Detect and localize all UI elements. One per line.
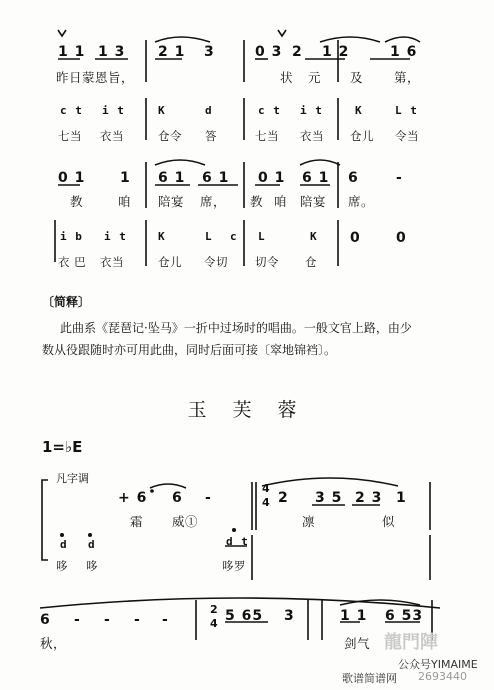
song-title: 玉 芙 蓉 [187, 399, 307, 421]
perc-lyric: 七当 [58, 129, 82, 143]
perc-note: c t [258, 104, 281, 117]
perc-note: i t [104, 230, 127, 243]
note: 1 2 [322, 44, 350, 60]
perc-note: L [205, 230, 213, 243]
perc-note: d [205, 104, 213, 117]
note: 6 1 [158, 170, 186, 186]
key-signature: 1=♭E [42, 438, 83, 456]
explanation-heading: 〔简释〕 [42, 295, 91, 309]
note: 1 3 [98, 44, 126, 60]
lyric: 教 [70, 194, 84, 209]
time-sig-bottom: 4 [210, 617, 219, 630]
note: 6 [348, 170, 359, 186]
note: 0 1 [258, 170, 286, 186]
note: 1 6 [390, 44, 418, 60]
lyric: 剑气 [344, 636, 371, 651]
note: 2 [278, 490, 289, 506]
perc-note: d t [226, 535, 249, 548]
note: + 6 [118, 490, 148, 506]
lyric: 元 [308, 70, 322, 85]
lyric: 秋， [40, 636, 67, 651]
note: 0 3 [255, 44, 283, 60]
perc-lyric: 哆 [86, 559, 98, 573]
lyric: 陪宴 [158, 194, 185, 209]
perc-note: c [230, 230, 238, 243]
perc-note: d [60, 538, 68, 551]
note: 6 53 [385, 608, 424, 624]
perc-lyric: 令当 [395, 129, 419, 143]
perc-lyric: 衣当 [300, 129, 324, 143]
perc-note: d [88, 538, 96, 551]
note: 6 [172, 490, 183, 506]
note: 1 [120, 170, 131, 186]
lyric: 及 [350, 70, 364, 85]
watermark-logo: 龍門陣 [384, 632, 438, 653]
perc-lyric: 仓令 [158, 129, 182, 143]
time-sig-top: 2 [210, 603, 219, 616]
note: 3 5 [315, 490, 343, 506]
note: 6 1 [202, 170, 230, 186]
perc-lyric: 衣 巴 [58, 255, 87, 269]
perc-note: L t [395, 104, 418, 117]
lyric: 昨日蒙恩旨， [56, 70, 135, 85]
note: 1 [396, 490, 407, 506]
perc-note: K [158, 104, 166, 117]
mode-label: 凡字调 [56, 472, 89, 485]
perc-note: i t [102, 104, 125, 117]
note: - [74, 612, 81, 628]
perc-lyric: 衣当 [100, 129, 124, 143]
lyric: 第， [394, 70, 421, 85]
perc-note: K [158, 230, 166, 243]
note: - [396, 170, 403, 186]
perc-lyric: 仓 [305, 255, 317, 269]
watermark-site: 歌谱简谱网 [342, 672, 397, 685]
perc-lyric: 仓儿 [158, 255, 182, 269]
perc-lyric: 仓儿 [350, 129, 374, 143]
perc-lyric: 切令 [255, 255, 279, 269]
note: 1 1 [58, 44, 86, 60]
perc-note: K [355, 104, 363, 117]
note: 3 [204, 44, 215, 60]
perc-note: L [258, 230, 266, 243]
lyric: 教 [250, 194, 264, 209]
note: 2 3 [355, 490, 383, 506]
perc-lyric: 哆罗 [222, 559, 246, 573]
note: 1 1 [340, 608, 368, 624]
lyric: 凛 [302, 514, 316, 529]
note: 3 [284, 608, 295, 624]
perc-note: c t [60, 104, 83, 117]
note: - [205, 490, 212, 506]
explanation-line: 数从役跟随时亦可用此曲，同时后面可接〔窣地锦裆〕。 [42, 343, 337, 357]
perc-lyric: 哆 [56, 559, 68, 573]
lyric: 席， [200, 194, 227, 209]
perc-note: i t [300, 104, 323, 117]
lyric: 咱 [274, 194, 288, 209]
note: 0 1 [58, 170, 86, 186]
lyric: 霜 [130, 514, 144, 529]
perc-lyric: 七当 [255, 129, 279, 143]
note: 6 [40, 612, 51, 628]
note: - [134, 612, 141, 628]
lyric: 咱 [118, 194, 132, 209]
note: 5 65 [225, 608, 264, 624]
lyric: 状 [280, 70, 294, 85]
rest: 0 [396, 230, 407, 246]
explanation-line: 此曲系《琵琶记·坠马》一折中过场时的唱曲。一般文官上路，由少 [60, 321, 412, 335]
perc-note: i b [60, 230, 83, 243]
lyric: 威① [172, 514, 199, 529]
lyric: 似 [382, 514, 396, 529]
lyric: 席。 [348, 194, 375, 209]
lyric: 陪宴 [300, 194, 327, 209]
watermark-code: 2693440 [418, 670, 467, 683]
time-sig-bottom: 4 [262, 496, 271, 509]
watermark-brand: 公众号YIMAIME [398, 658, 478, 671]
note: - [162, 612, 169, 628]
time-sig-top: 4 [262, 482, 271, 495]
perc-lyric: 衣当 [100, 255, 124, 269]
note: - [104, 612, 111, 628]
note: 6 1 [302, 170, 330, 186]
rest: 0 [350, 230, 361, 246]
perc-note: K [310, 230, 318, 243]
perc-lyric: 令切 [204, 255, 228, 269]
perc-lyric: 答 [205, 129, 217, 143]
note: 2 [292, 44, 303, 60]
note: 2 1 [158, 44, 186, 60]
